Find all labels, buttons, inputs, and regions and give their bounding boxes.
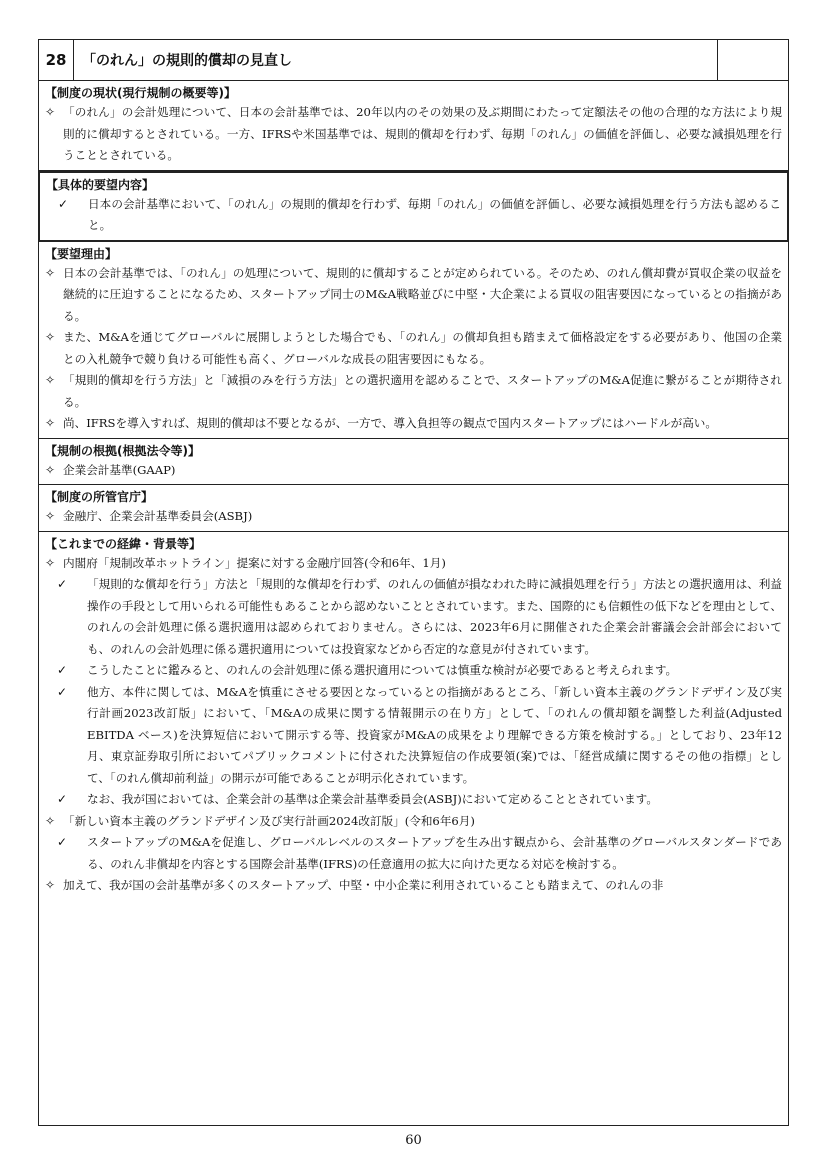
- list-item-text: 他方、本件に関しては、M&Aを慎重にさせる要因となっているとの指摘があるところ、「新しい資本主義のグランドデザイン及び実行計画2023改訂版」において、「M&Aの成果に関する情報開示の在り方」として、「のれんの償却額を調整した利益(Adjusted EBITDA ベース)を決算短信において開示する等、投資家がM&Aの成果をより理解できる方策を検討する。」としており、23年12月、東京証券取引所においてパブリックコメントに付された決算短信の作成要領(案)では、「経営成績に関するその他の指標」として、「のれん償却前利益」の開示が可能であることが明示化されています。: [87, 684, 782, 785]
- diamond-bullet-icon: ✧: [45, 105, 56, 119]
- list-item-text: なお、我が国においては、企業会計の基準は企業会計基準委員会(ASBJ)において定めることとされています。: [87, 792, 658, 806]
- section-heading: 【制度の現状(現行規制の概要等)】: [45, 86, 236, 100]
- section: [39, 439, 788, 486]
- list-item: [45, 460, 782, 482]
- diamond-bullet-icon: ✧: [45, 555, 56, 570]
- section-heading: 【具体的要望内容】: [46, 177, 155, 192]
- item-number: 28: [39, 40, 74, 80]
- list-item-text: スタートアップのM&Aを促進し、グローバルレベルのスタートアップを生み出す観点から、会計基準のグローバルスタンダードである、のれん非償却を内容とする国際会計基準(IFRS)の任意適用の拡大に向けた更なる対応を検討する。: [87, 835, 782, 871]
- list-item: [45, 789, 782, 811]
- list-item-text: 内閣府「規制改革ホットライン」提案に対する金融庁回答(令和6年、1月): [63, 555, 446, 570]
- diamond-bullet-icon: ✧: [45, 509, 56, 523]
- diamond-bullet-icon: ✧: [45, 462, 56, 477]
- checkmark-icon: ✓: [57, 792, 68, 806]
- checkmark-icon: ✓: [57, 684, 68, 699]
- list-item: [45, 413, 782, 435]
- list-item: [45, 660, 782, 682]
- diamond-bullet-icon: ✧: [45, 330, 56, 344]
- checkmark-icon: ✓: [58, 196, 69, 211]
- list-item-text: 日本の会計基準では、「のれん」の処理について、規則的に償却することが定められている。そのため、のれん償却費が買収企業の収益を継続的に圧迫することになるため、スタートアップ同士のM&A戦略並びに中堅・大企業による買収の阻害要因になっているとの指摘がある。: [63, 265, 782, 323]
- list-item-text: 「規則的な償却を行う」方法と「規則的な償却を行わず、のれんの価値が損なわれた時に減損処理を行う」方法との選択適用は、利益操作の手段として用いられる可能性もあることから認めないこととされています。また、国際的にも信頼性の低下などを理由として、のれんの会計処理に係る選択適用は認められておりません。さらには、2023年6月に開催された企業会計審議会会計部会においても、のれんの会計処理に係る選択適用については投資家などから否定的な意見が付されています。: [87, 577, 782, 656]
- diamond-bullet-icon: ✧: [45, 813, 56, 828]
- section-heading: 【規制の根拠(根拠法令等)】: [45, 443, 200, 458]
- section: [38, 171, 789, 242]
- section-heading: 【制度の所管官庁】: [45, 490, 154, 504]
- list-item: [45, 102, 782, 167]
- diamond-bullet-icon: ✧: [45, 878, 56, 892]
- section: [39, 242, 788, 439]
- section-heading: 【これまでの経緯・背景等】: [45, 536, 202, 551]
- section: [39, 81, 788, 171]
- sections: [39, 81, 788, 900]
- diamond-bullet-icon: ✧: [45, 265, 56, 280]
- checkmark-icon: ✓: [57, 663, 68, 677]
- list-item-text: こうしたことに鑑みると、のれんの会計処理に係る選択適用については慎重な検討が必要であると考えられます。: [87, 663, 678, 677]
- section: [39, 485, 788, 532]
- list-item: [45, 263, 782, 328]
- section: [39, 532, 788, 900]
- list-item-text: 金融庁、企業会計基準委員会(ASBJ): [63, 509, 253, 523]
- list-item-text: 「のれん」の会計処理について、日本の会計基準では、20年以内のその効果の及ぶ期間にわたって定額法その他の合理的な方法により規則的に償却するとされている。一方、IFRSや米国基準では、規則的償却を行わず、毎期「のれん」の価値を評価し、必要な減損処理を行うこととされている。: [63, 105, 782, 162]
- list-item-text: また、M&Aを通じてグローバルに展開しようとした場合でも、「のれん」の償却負担も踏まえて価格設定をする必要があり、他国の企業との入札競争で競り負ける可能性も高く、グローバルな成長の阻害要因にもなる。: [63, 330, 782, 366]
- list-item: [45, 875, 782, 897]
- list-item-text: 加えて、我が国の会計基準が多くのスタートアップ、中堅・中小企業に利用されていることも踏まえて、のれんの非: [63, 878, 664, 892]
- section-heading: 【要望理由】: [45, 246, 118, 261]
- list-item: [45, 682, 782, 790]
- list-item: [45, 553, 782, 575]
- list-item-text: 「新しい資本主義のグランドデザイン及び実行計画2024改訂版」(令和6年6月): [63, 813, 475, 828]
- list-item: [45, 574, 782, 660]
- checkmark-icon: ✓: [57, 835, 68, 849]
- item-title: 「のれん」の規則的償却の見直し: [74, 40, 718, 80]
- diamond-bullet-icon: ✧: [45, 416, 56, 430]
- list-item: [45, 811, 782, 833]
- title-row: [39, 40, 788, 81]
- list-item: [45, 506, 782, 528]
- title-blank-cell: [718, 40, 788, 80]
- list-item: [45, 832, 782, 875]
- list-item: [45, 370, 782, 413]
- page-number: 60: [405, 1133, 422, 1148]
- list-item-text: 「規則的償却を行う方法」と「減損のみを行う方法」との選択適用を認めることで、スタートアップのM&A促進に繋がることが期待される。: [63, 373, 782, 409]
- list-item-text: 日本の会計基準において、「のれん」の規則的償却を行わず、毎期「のれん」の価値を評価し、必要な減損処理を行う方法も認めること。: [88, 196, 781, 232]
- list-item: [46, 194, 781, 237]
- checkmark-icon: ✓: [57, 577, 68, 591]
- document-frame: [38, 39, 789, 1126]
- list-item-text: 企業会計基準(GAAP): [63, 462, 176, 477]
- list-item-text: 尚、IFRSを導入すれば、規則的償却は不要となるが、一方で、導入負担等の観点で国内スタートアップにはハードルが高い。: [63, 416, 717, 430]
- list-item: [45, 327, 782, 370]
- diamond-bullet-icon: ✧: [45, 373, 56, 387]
